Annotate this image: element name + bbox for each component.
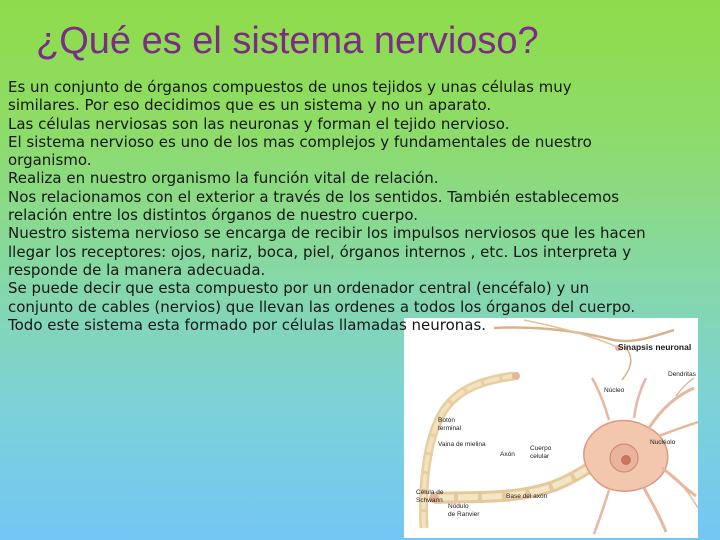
neuron-diagram bbox=[404, 318, 698, 538]
paragraph-4: Realiza en nuestro organismo la función vital de relación. bbox=[8, 169, 439, 188]
paragraph-2: Las células nerviosas son las neuronas y forman el tejido nervioso. bbox=[8, 114, 510, 133]
label-nodulo-2: de Ranvier bbox=[448, 511, 480, 518]
label-celula-2: Schwann bbox=[416, 497, 443, 504]
label-dendritas: Dendritas bbox=[668, 371, 696, 378]
label-cuerpo-2: celular bbox=[530, 453, 550, 460]
label-celula-1: Célula de bbox=[416, 489, 444, 496]
label-boton-1: Botón bbox=[438, 417, 455, 424]
diagram-title: Sinapsis neuronal bbox=[618, 342, 692, 352]
slide-body bbox=[8, 78, 648, 334]
paragraph-5: Nos relacionamos con el exterior a través de los sentidos. También establecemos relación entre los distintos órganos de nuestro cuerpo. bbox=[8, 187, 620, 225]
label-nodulo-1: Nódulo bbox=[448, 503, 469, 510]
label-axon: Axón bbox=[500, 451, 515, 458]
neuron-illustration bbox=[404, 318, 698, 538]
label-boton-2: terminal bbox=[438, 425, 462, 432]
slide-title: ¿Qué es el sistema nervioso? bbox=[36, 20, 539, 62]
paragraph-1: Es un conjunto de órganos compuestos de unos tejidos y unas células muy similares. Por eso decidimos que es un sistema y no un aparato. bbox=[8, 78, 572, 115]
label-nucleo: Núcleo bbox=[604, 387, 625, 394]
paragraph-6: Nuestro sistema nervioso se encarga de recibir los impulsos nerviosos que les hacen llegar los receptores: ojos, nariz, boca, piel, órganos internos , etc. Los interpreta y responde de la manera adecuada. bbox=[8, 224, 646, 279]
label-nucleolo: Nucléolo bbox=[650, 439, 676, 446]
label-cuerpo-1: Cuerpo bbox=[530, 445, 552, 452]
label-vaina: Vaina de mielina bbox=[438, 441, 486, 448]
label-base: Base del axón bbox=[506, 493, 548, 500]
paragraph-7: Se puede decir que esta compuesto por un ordenador central (encéfalo) y un conjunto de cables (nervios) que llevan las ordenes a todos los órganos del cuerpo. Todo este sistema esta formado por células llamadas neuronas. bbox=[8, 279, 636, 334]
paragraph-3: El sistema nervioso es uno de los mas complejos y fundamentales de nuestro organismo. bbox=[8, 132, 592, 170]
